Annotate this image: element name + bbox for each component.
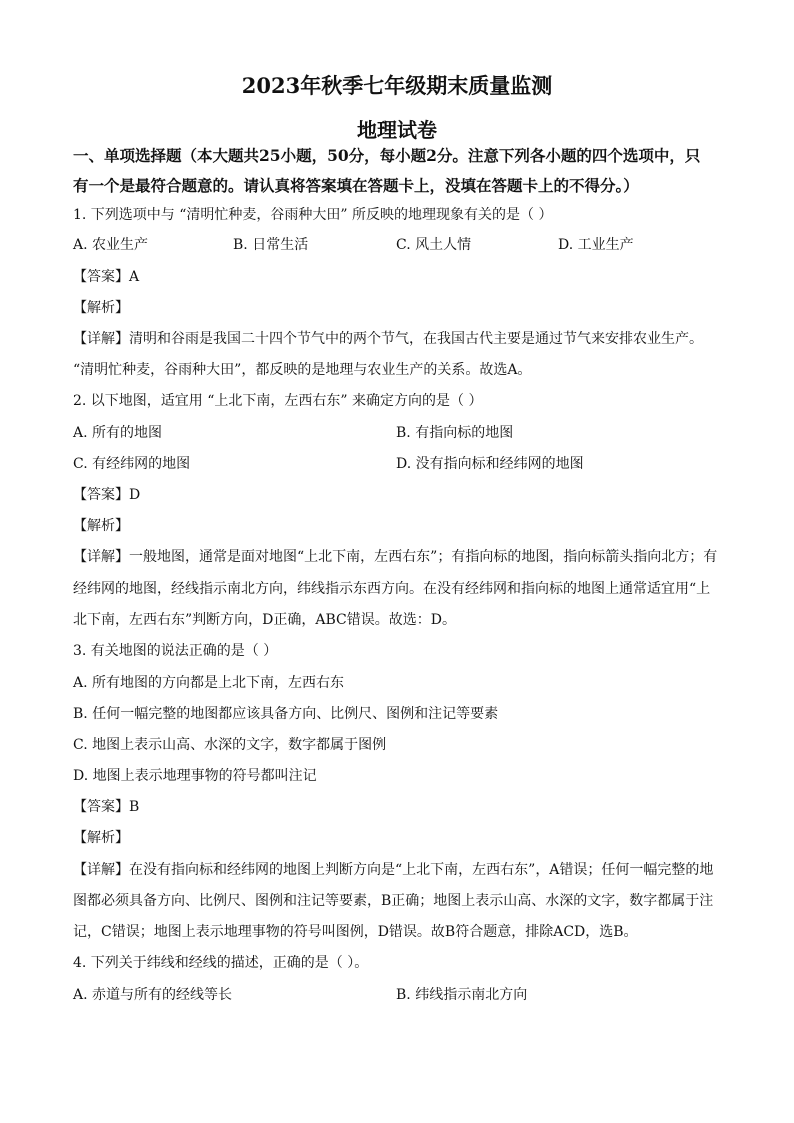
q2-analysis-label: 【解析】 xyxy=(73,518,129,534)
exam-subtitle: 地理试卷 xyxy=(357,118,437,142)
q3-option-b: B. 任何一幅完整的地图都应该具备方向、比例尺、图例和注记等要素 xyxy=(73,706,499,722)
q2-option-a: A. 所有的地图 xyxy=(73,425,163,441)
q1-stem: 1. 下列选项中与 “清明忙种麦，谷雨种大田” 所反映的地理现象有关的是（ ） xyxy=(73,207,553,223)
q4-option-b: B. 纬线指示南北方向 xyxy=(396,987,528,1003)
q2-detail-line2: 经纬网的地图，经线指示南北方向，纬线指示东西方向。在没有经纬网和指向标的地图上通常适宜用“上 xyxy=(73,581,711,597)
section-heading-line1: 一、单项选择题（本大题共25小题，50分，每小题2分。注意下列各小题的四个选项中，只 xyxy=(73,146,701,165)
q4-stem: 4. 下列关于纬线和经线的描述，正确的是（ ）。 xyxy=(73,955,369,971)
exam-title: 2023年秋季七年级期末质量监测 xyxy=(241,73,553,98)
q4-option-a: A. 赤道与所有的经线等长 xyxy=(73,987,233,1003)
q2-detail-line1: 【详解】一般地图，通常是面对地图“上北下南，左西右东”；有指向标的地图，指向标箭头指向北方；有 xyxy=(73,549,718,565)
q3-stem: 3. 有关地图的说法正确的是（ ） xyxy=(73,643,278,659)
q3-option-c: C. 地图上表示山高、水深的文字，数字都属于图例 xyxy=(73,737,387,753)
q1-detail-line2: “清明忙种麦，谷雨种大田”，都反映的是地理与农业生产的关系。故选A。 xyxy=(73,362,532,378)
q3-answer: 【答案】B xyxy=(73,799,140,815)
q3-option-d: D. 地图上表示地理事物的符号都叫注记 xyxy=(73,768,317,784)
q2-stem: 2. 以下地图，适宜用 “上北下南，左西右东” 来确定方向的是（ ） xyxy=(73,393,483,409)
q2-detail-line3: 北下南，左西右东”判断方向，D正确，ABC错误。故选：D。 xyxy=(73,612,456,628)
q1-analysis-label: 【解析】 xyxy=(73,300,129,316)
q3-detail-line1: 【详解】在没有指向标和经纬网的地图上判断方向是“上北下南，左西右东”，A错误；任何一幅完整的地 xyxy=(73,862,714,878)
q1-answer: 【答案】A xyxy=(73,269,140,285)
q3-detail-line2: 图都必须具备方向、比例尺、图例和注记等要素，B正确；地图上表示山高、水深的文字，数字都属于注 xyxy=(73,893,714,909)
q3-option-a: A. 所有地图的方向都是上北下南，左西右东 xyxy=(73,675,345,691)
q1-option-a: A. 农业生产 xyxy=(73,237,149,253)
q2-option-c: C. 有经纬网的地图 xyxy=(73,456,191,472)
q1-option-c: C. 风土人情 xyxy=(396,237,472,253)
section-heading-line2: 有一个是最符合题意的。请认真将答案填在答题卡上，没填在答题卡上的不得分。） xyxy=(73,176,639,195)
q1-detail-line1: 【详解】清明和谷雨是我国二十四个节气中的两个节气，在我国古代主要是通过节气来安排农业生产。 xyxy=(73,331,703,347)
q1-option-b: B. 日常生活 xyxy=(233,237,309,253)
q3-analysis-label: 【解析】 xyxy=(73,830,129,846)
q2-answer: 【答案】D xyxy=(73,487,141,503)
q2-option-b: B. 有指向标的地图 xyxy=(396,425,514,441)
q2-option-d: D. 没有指向标和经纬网的地图 xyxy=(396,456,584,472)
q3-detail-line3: 记，C错误；地图上表示地理事物的符号叫图例，D错误。故B符合题意，排除ACD，选B。 xyxy=(73,924,638,940)
q1-option-d: D. 工业生产 xyxy=(558,237,634,253)
